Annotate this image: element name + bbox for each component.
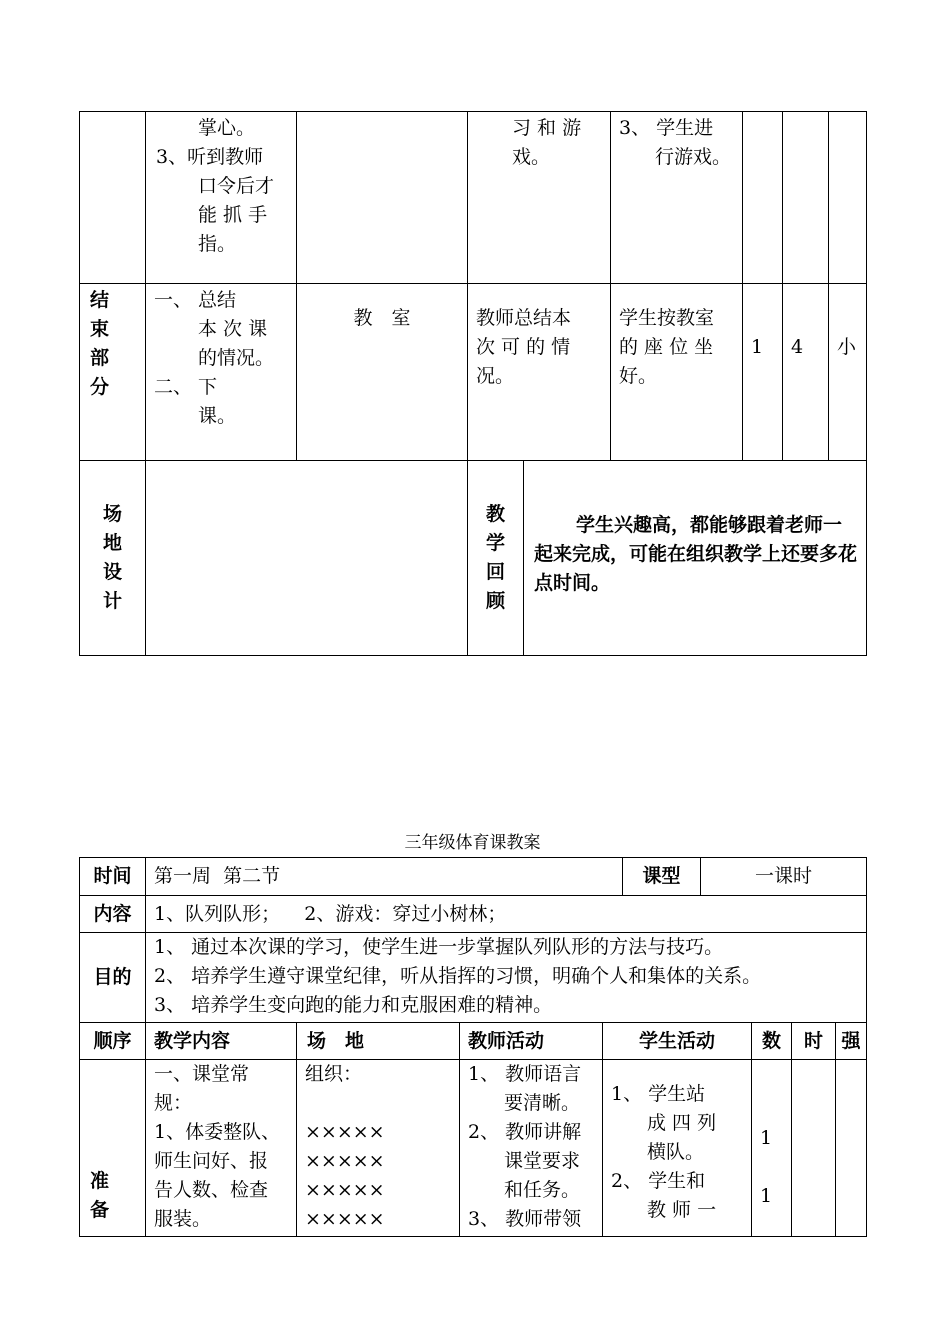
- label-char: 回: [485, 561, 505, 583]
- student-line: 行游戏。: [655, 146, 732, 168]
- content-line: 的情况。: [198, 347, 275, 369]
- goal-row: [80, 933, 867, 1023]
- prep-venue-cell: [297, 1060, 460, 1237]
- content-line: 口令后才: [198, 175, 275, 197]
- teaching-review-text: 学生兴趣高，都能够跟着老师一起来完成，可能在组织教学上还要多花点时间。: [534, 514, 858, 594]
- formation-row: ×××××: [305, 1121, 385, 1143]
- content-label: 内容: [80, 896, 146, 933]
- time-value: 4: [791, 336, 804, 358]
- content-line: 二、 下: [154, 376, 218, 398]
- venue-cell: [297, 284, 468, 461]
- student-cell: [611, 284, 743, 461]
- time-label: 时间: [80, 858, 146, 896]
- student-line: 2、 学生和: [611, 1170, 706, 1192]
- time-value: 第一周 第二节: [154, 865, 281, 887]
- content-row: [80, 896, 867, 933]
- header-time: 时: [792, 1023, 836, 1060]
- goal-label: 目的: [80, 933, 146, 1023]
- content-line: 课。: [198, 405, 237, 427]
- teacher-line: 习 和 游: [512, 117, 582, 139]
- lesson-table-continued: [79, 111, 867, 656]
- content-line: 本 次 课: [198, 318, 268, 340]
- content-line: 1、体委整队、: [154, 1121, 281, 1143]
- content-value: 1、队列队形； 2、游戏：穿过小树林；: [154, 902, 507, 925]
- goal-line: 2、 培养学生遵守课堂纪律，听从指挥的习惯，明确个人和集体的关系。: [154, 965, 762, 987]
- header-teacher: 教师活动: [460, 1023, 603, 1060]
- prep-content-cell: [146, 1060, 297, 1237]
- label-char: 地: [102, 532, 122, 554]
- label-char: 计: [102, 590, 122, 612]
- student-line: 学生按教室: [619, 307, 715, 329]
- count-value: 1: [760, 1127, 773, 1149]
- header-content: 教学内容: [146, 1023, 297, 1060]
- student-line: 的 座 位 坐: [619, 336, 714, 358]
- teacher-line: 要清晰。: [504, 1092, 581, 1114]
- venue-line: [305, 1089, 451, 1118]
- section-label-ending: [80, 284, 146, 461]
- section-char: 备: [90, 1199, 110, 1221]
- content-line: 3、听到教师: [156, 146, 264, 168]
- content-line: 规：: [154, 1092, 193, 1114]
- header-count: 数: [752, 1023, 792, 1060]
- prep-count-cell: [752, 1060, 792, 1237]
- teacher-line: 1、 教师语言: [468, 1063, 582, 1085]
- prep-teacher-cell: [460, 1060, 603, 1237]
- content-line: 能 抓 手: [198, 204, 268, 226]
- teacher-line: 教师总结本: [476, 307, 572, 329]
- goal-line: 3、 培养学生变向跑的能力和克服困难的精神。: [154, 994, 553, 1016]
- teacher-line: 况。: [476, 365, 515, 387]
- teacher-line: 2、 教师讲解: [468, 1121, 582, 1143]
- student-line: 1、 学生站: [611, 1083, 706, 1105]
- prep-intensity-cell: [836, 1060, 867, 1237]
- time-cell-empty: [783, 112, 829, 284]
- content-line: 师生问好、报: [154, 1150, 269, 1172]
- intensity-cell-empty: [829, 112, 867, 284]
- table1-row-ending: [80, 284, 867, 461]
- lesson-plan-title: 三年级体育课教案: [404, 833, 541, 853]
- header-intensity: 强: [836, 1023, 867, 1060]
- count-cell-empty: [743, 112, 783, 284]
- student-line: 横队。: [647, 1141, 705, 1163]
- column-header-row: [80, 1023, 867, 1060]
- content-line: 指。: [198, 233, 237, 255]
- student-line: 3、 学生进: [619, 117, 714, 139]
- intensity-value: 小: [837, 336, 857, 358]
- section-char: 束: [90, 318, 110, 340]
- teacher-line: 和任务。: [504, 1179, 581, 1201]
- teacher-line: 次 可 的 情: [476, 336, 571, 358]
- venue-line: 组织：: [305, 1063, 363, 1085]
- section-char: 结: [90, 289, 110, 311]
- header-venue: 场 地: [297, 1023, 460, 1060]
- teaching-review-text-cell: [524, 461, 867, 656]
- goal-line: 1、 通过本次课的学习，使学生进一步掌握队列队形的方法与技巧。: [154, 936, 724, 958]
- goal-cell: [146, 933, 867, 1023]
- section-char: 准: [90, 1170, 110, 1192]
- venue-text: 教 室: [353, 307, 411, 329]
- formation-row: ×××××: [305, 1150, 385, 1172]
- label-char: 学: [485, 532, 505, 554]
- venue-design-label: [80, 461, 146, 656]
- student-cell: [611, 112, 743, 284]
- content-value-cell: [146, 896, 867, 933]
- content-cell: [146, 284, 297, 461]
- header-order: 顺序: [80, 1023, 146, 1060]
- type-value: 一课时: [701, 858, 867, 896]
- section-cell-empty: [80, 112, 146, 284]
- teacher-line: 课堂要求: [504, 1150, 581, 1172]
- student-line: 教 师 一: [647, 1199, 717, 1221]
- lesson-plan-table: [79, 857, 867, 1237]
- label-char: 顾: [485, 590, 505, 612]
- count-value: 1: [760, 1185, 773, 1207]
- label-char: 教: [485, 503, 505, 525]
- venue-design-area: [146, 461, 468, 656]
- teacher-cell: [468, 112, 611, 284]
- content-line: 掌心。: [198, 117, 256, 139]
- teacher-line: 戏。: [512, 146, 551, 168]
- section-char: 分: [90, 376, 110, 398]
- prep-student-cell: [603, 1060, 752, 1237]
- prep-time-cell: [792, 1060, 836, 1237]
- section-label-prep: [80, 1060, 146, 1237]
- content-line: 一、 总结: [154, 289, 237, 311]
- time-value-cell: [146, 858, 623, 896]
- formation-row: ×××××: [305, 1208, 385, 1230]
- table1-row-review: [80, 461, 867, 656]
- teacher-cell: [468, 284, 611, 461]
- formation-row: ×××××: [305, 1179, 385, 1201]
- label-char: 场: [102, 503, 122, 525]
- header-student: 学生活动: [603, 1023, 752, 1060]
- count-value: 1: [751, 336, 764, 358]
- type-label: 课型: [623, 858, 701, 896]
- content-line: 告人数、检查: [154, 1179, 269, 1201]
- section-char: 部: [90, 347, 110, 369]
- content-line: 服装。: [154, 1208, 212, 1230]
- intensity-cell: [829, 284, 867, 461]
- teacher-line: 3、 教师带领: [468, 1208, 582, 1230]
- venue-cell-empty: [297, 112, 468, 284]
- time-row: [80, 858, 867, 896]
- table1-row-game: [80, 112, 867, 284]
- count-cell: [743, 284, 783, 461]
- content-line: 一、课堂常: [154, 1063, 250, 1085]
- student-line: 好。: [619, 365, 658, 387]
- prep-row: [80, 1060, 867, 1237]
- teaching-review-label: [468, 461, 524, 656]
- student-line: 成 四 列: [647, 1112, 717, 1134]
- label-char: 设: [102, 561, 122, 583]
- time-cell: [783, 284, 829, 461]
- content-cell: [146, 112, 297, 284]
